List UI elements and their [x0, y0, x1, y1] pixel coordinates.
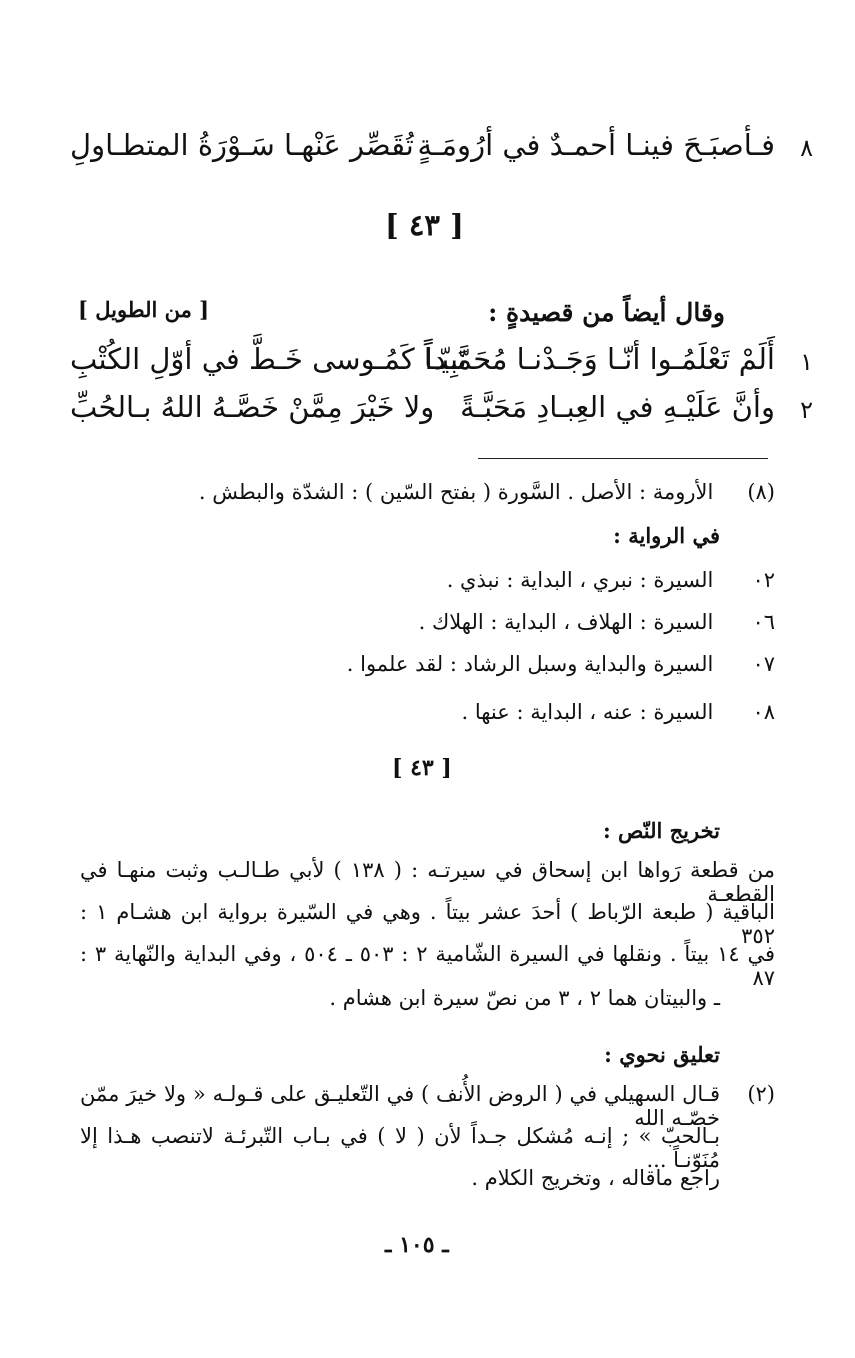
poem-meter: [ من الطويل ] [78, 297, 210, 322]
poem-introduction: وقال أيضاً من قصيدةٍ : [488, 298, 725, 327]
verse-first-hemistich: وأنَّ عَلَيْـهِ في العِبـادِ مَحَبَّـةً [460, 390, 775, 424]
variant-row [447, 568, 775, 592]
verse-second-hemistich: نَبِيّـاً كَمُـوسى خَـطَّ في أوّلِ الكُتْبِ [70, 342, 467, 376]
variant-label: ٠٧ [752, 652, 775, 676]
variant-row [461, 700, 775, 724]
taliq-label: (٢) [747, 1082, 775, 1106]
poem-number-title: [ ٤٣ ] [385, 208, 464, 242]
takhrij-heading: تخريج النّص : [602, 818, 720, 843]
verse-first-hemistich: أَلَمْ تَعْلَمُـوا أنّـا وَجَـدْنـا مُحَمَّـداً [424, 342, 775, 376]
verse-1 [70, 342, 813, 392]
variant-label: ٠٦ [752, 610, 775, 634]
taliq-line: قـال السهيلي في ( الروض الأُنف ) في التّعليـق على قـولـه « ولا خيرَ ممّن خصّـه الله [80, 1082, 720, 1130]
taliq-line: بـالحبّ » ; إنـه مُشكل جـداً لأن ( لا ) في بـاب التّبرئـة لاتنصب هـذا إلا مُنَوّنـاً ... [80, 1124, 720, 1172]
verse-2 [70, 390, 813, 440]
footnote-gloss [199, 480, 775, 504]
verse-number: ٢ [800, 396, 813, 424]
variant-label: ٠٢ [752, 568, 775, 592]
riwaya-heading: في الرواية : [613, 523, 720, 548]
verse-number: ١ [800, 348, 813, 376]
section-number-title: [ ٤٣ ] [392, 755, 452, 781]
variant-text: السيرة : الهلاف ، البداية : الهلاك . [418, 610, 714, 634]
verse-second-hemistich: ولا خَيْرَ مِمَّنْ خَصَّـهُ اللهُ بـالحُبِّ [70, 390, 435, 424]
taliq-line: راجع ماقاله ، وتخريج الكلام . [471, 1166, 720, 1190]
footnote-separator [478, 458, 768, 459]
verse-number: ٨ [800, 134, 813, 162]
takhrij-line: الباقية ( طبعة الرّباط ) أحدَ عشر بيتاً . وهي في السّيرة برواية ابن هشـام ١ : ٣٥٢ [80, 900, 775, 948]
verse-second-hemistich: تُقَصِّر عَنْهـا سَـوْرَةُ المتطـاولِ [70, 128, 414, 162]
takhrij-line: في ١٤ بيتاً . ونقلها في السيرة الشّامية ٢ : ٥٠٣ ـ ٥٠٤ ، وفي البداية والنّهاية ٣ : ٨٧ [80, 942, 775, 990]
variant-row [419, 610, 775, 634]
page-number: ـ ١٠٥ ـ [385, 1232, 449, 1258]
variant-text: السيرة والبداية وسبل الرشاد : لقد علموا . [346, 652, 714, 676]
variant-text: السيرة : عنه ، البداية : عنها . [461, 700, 714, 724]
footnote-text: الأرومة : الأصل . السَّورة ( بفتح السّين ) : الشدّة والبطش . [198, 480, 714, 504]
verse-first-hemistich: فـأصبَـحَ فينـا أحمـدٌ في أرُومَـةٍ [417, 128, 775, 162]
takhrij-line: ـ والبيتان هما ٢ ، ٣ من نصّ سيرة ابن هشام . [329, 986, 720, 1010]
takhrij-line: من قطعة رَواها ابن إسحاق في سيرتـه : ( ١٣٨ ) لأبي طـالـب وثبت منهـا في القطعـة [80, 858, 776, 906]
variant-row [347, 652, 775, 676]
footnote-label: (٨) [747, 480, 775, 504]
verse-8 [70, 128, 813, 178]
variant-text: السيرة : نبري ، البداية : نبذي . [446, 568, 714, 592]
taliq-heading: تعليق نحوي : [604, 1042, 720, 1067]
variant-label: ٠٨ [752, 700, 775, 724]
